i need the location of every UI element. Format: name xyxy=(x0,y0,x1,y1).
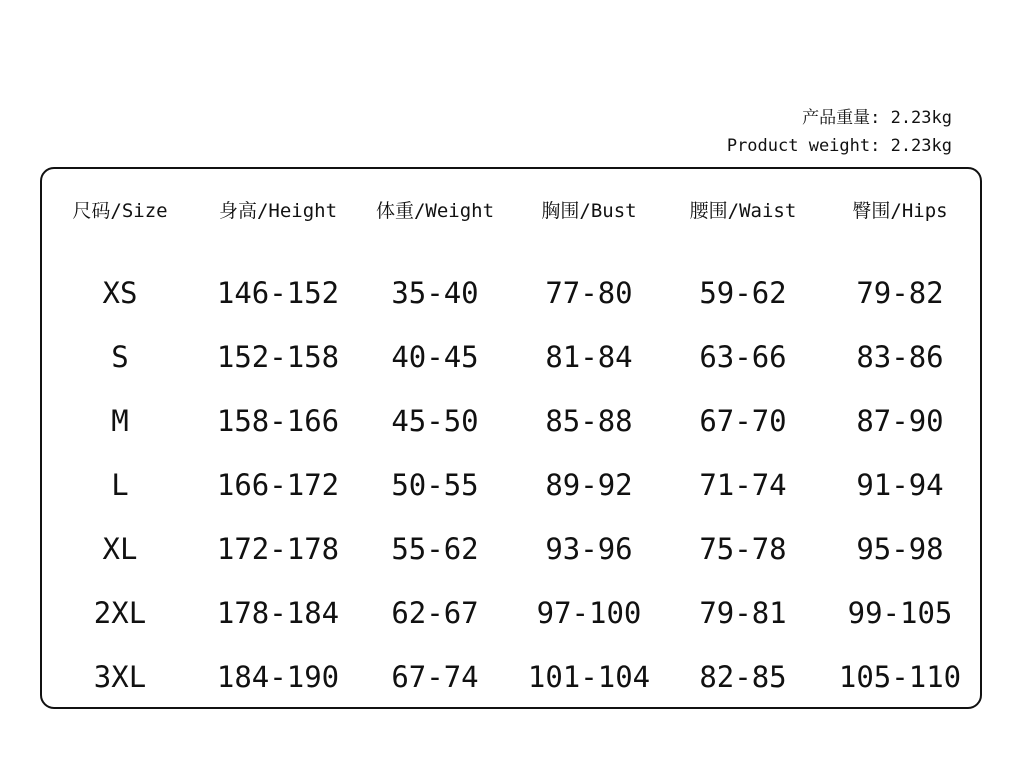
size-chart-table xyxy=(42,169,980,709)
cell-weight: 50-55 xyxy=(391,468,479,502)
cell-height: 152-158 xyxy=(216,340,340,374)
cell-weight: 55-62 xyxy=(391,532,479,566)
cell-size: XS xyxy=(102,276,138,310)
size-chart-box xyxy=(40,167,982,709)
cell-hips: 87-90 xyxy=(856,404,944,438)
cell-waist: 75-78 xyxy=(699,532,787,566)
cell-height: 158-166 xyxy=(216,404,340,438)
table-row xyxy=(42,645,980,709)
product-weight-en: Product weight: 2.23kg xyxy=(726,136,952,156)
header-height: 身高/Height xyxy=(218,199,338,222)
cell-waist: 82-85 xyxy=(699,660,787,694)
cell-bust: 89-92 xyxy=(545,468,633,502)
header-waist: 腰围/Waist xyxy=(689,199,797,222)
cell-size: XL xyxy=(102,532,138,566)
cell-bust: 77-80 xyxy=(545,276,633,310)
cell-hips: 83-86 xyxy=(856,340,944,374)
cell-height: 146-152 xyxy=(216,276,340,310)
cell-hips: 95-98 xyxy=(856,532,944,566)
size-chart-header-row xyxy=(42,169,980,249)
header-weight: 体重/Weight xyxy=(375,199,495,222)
cell-weight: 35-40 xyxy=(391,276,479,310)
product-weight xyxy=(727,104,952,160)
header-size: 尺码/Size xyxy=(72,199,168,222)
table-row xyxy=(42,581,980,645)
cell-waist: 79-81 xyxy=(699,596,787,630)
cell-waist: 71-74 xyxy=(699,468,787,502)
cell-height: 184-190 xyxy=(216,660,340,694)
cell-hips: 91-94 xyxy=(856,468,944,502)
cell-hips: 79-82 xyxy=(856,276,944,310)
cell-waist: 59-62 xyxy=(699,276,787,310)
cell-size: 3XL xyxy=(93,660,147,694)
cell-height: 172-178 xyxy=(216,532,340,566)
table-row xyxy=(42,261,980,325)
table-row xyxy=(42,325,980,389)
cell-bust: 101-104 xyxy=(527,660,651,694)
cell-waist: 63-66 xyxy=(699,340,787,374)
cell-weight: 67-74 xyxy=(391,660,479,694)
cell-bust: 93-96 xyxy=(545,532,633,566)
cell-hips: 105-110 xyxy=(838,660,962,694)
cell-weight: 40-45 xyxy=(391,340,479,374)
cell-weight: 62-67 xyxy=(391,596,479,630)
cell-height: 178-184 xyxy=(216,596,340,630)
product-weight-cn: 产品重量: 2.23kg xyxy=(802,108,952,128)
table-row xyxy=(42,453,980,517)
table-spacer xyxy=(42,249,980,261)
cell-size: S xyxy=(111,340,129,374)
header-bust: 胸围/Bust xyxy=(541,199,637,222)
cell-size: L xyxy=(111,468,129,502)
cell-hips: 99-105 xyxy=(847,596,953,630)
cell-bust: 81-84 xyxy=(545,340,633,374)
cell-size: M xyxy=(111,404,129,438)
table-row xyxy=(42,517,980,581)
cell-weight: 45-50 xyxy=(391,404,479,438)
header-hips: 臀围/Hips xyxy=(852,199,948,222)
cell-bust: 97-100 xyxy=(536,596,642,630)
cell-waist: 67-70 xyxy=(699,404,787,438)
table-row xyxy=(42,389,980,453)
cell-size: 2XL xyxy=(93,596,147,630)
cell-height: 166-172 xyxy=(216,468,340,502)
cell-bust: 85-88 xyxy=(545,404,633,438)
